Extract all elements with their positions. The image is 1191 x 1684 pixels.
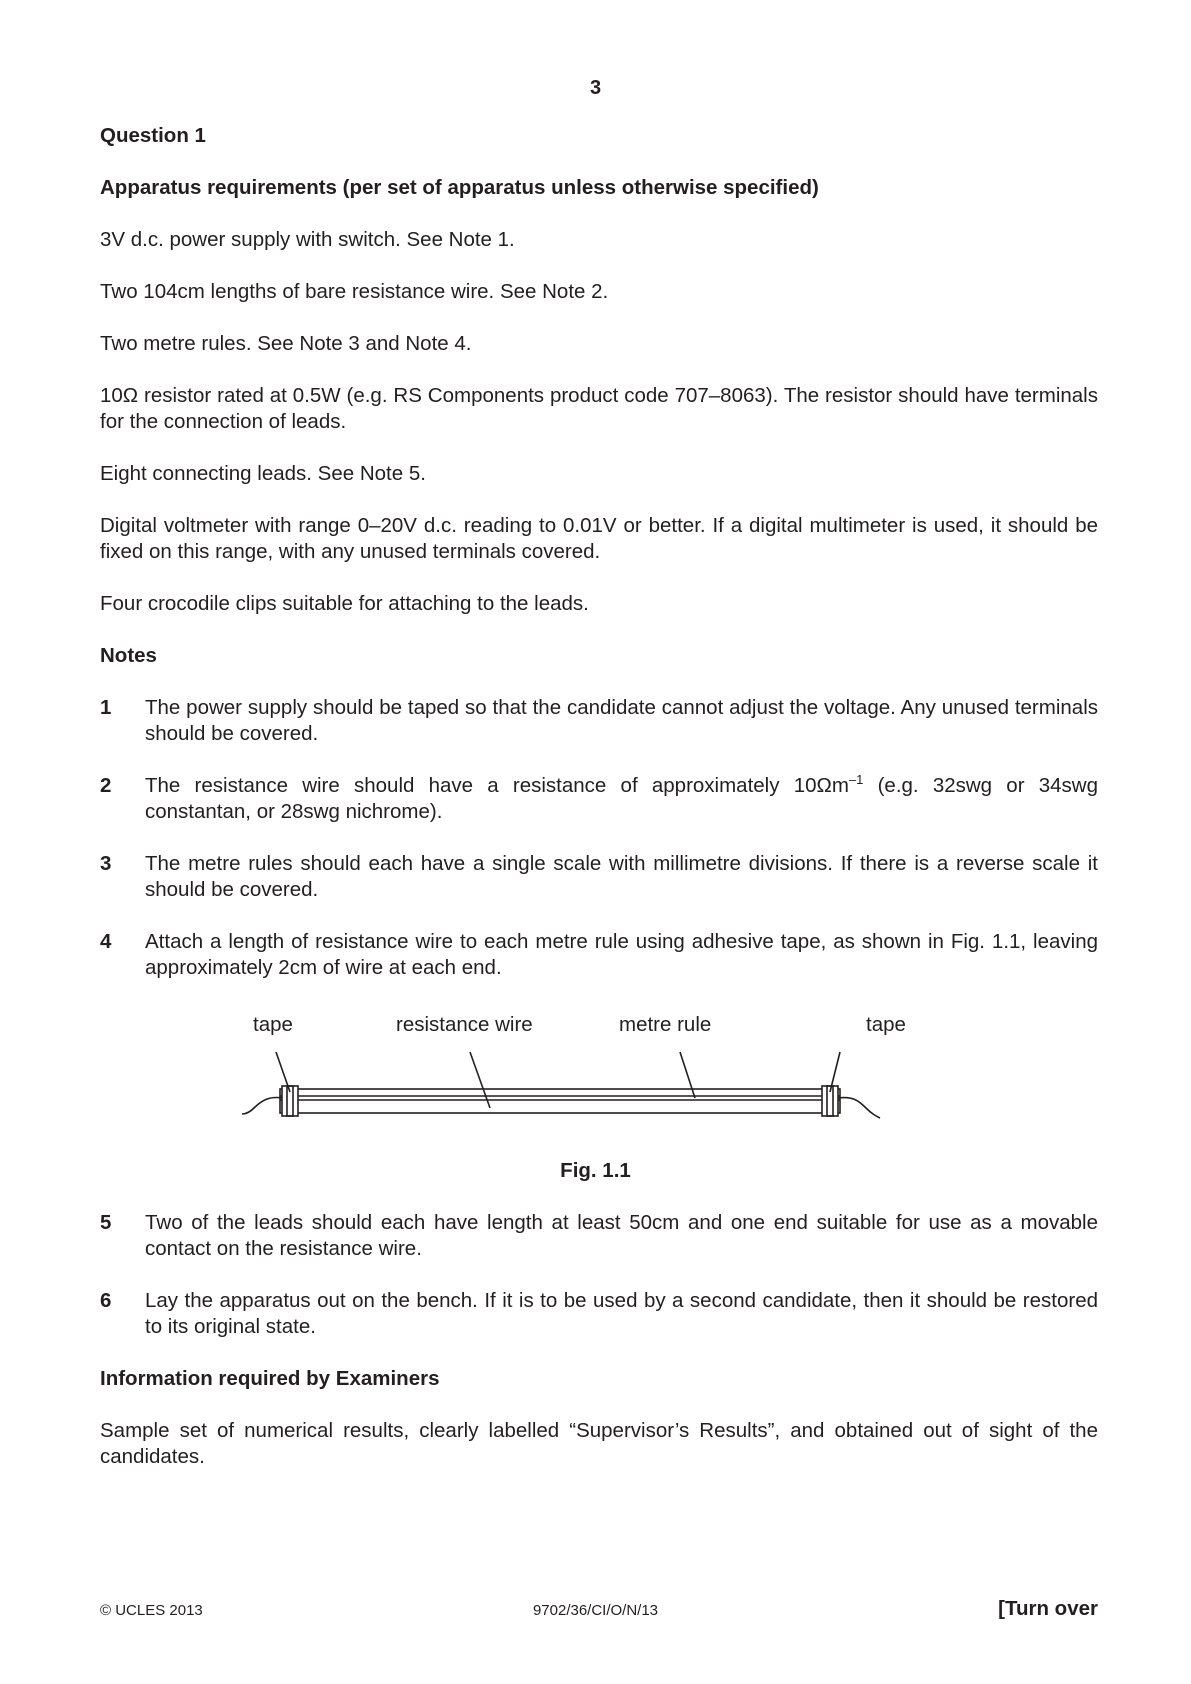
note-number: 3 (100, 852, 112, 875)
note-number: 4 (100, 930, 112, 953)
apparatus-item: Two metre rules. See Note 3 and Note 4. (100, 332, 472, 355)
note-text: The power supply should be taped so that the candidate cannot adjust the voltage. Any unused terminals should be covered. (145, 696, 1098, 745)
apparatus-item: 10Ω resistor rated at 0.5W (e.g. RS Components product code 707–8063). The resistor should have terminals for the connection of leads. (100, 384, 1098, 433)
fig-label-metre-rule: metre rule (619, 1013, 712, 1036)
note-text-part: (e.g. 32swg or 34swg constantan, or 28swg nichrome). (145, 774, 1099, 823)
apparatus-item: 3V d.c. power supply with switch. See Note 1. (100, 228, 515, 251)
apparatus-item: Eight connecting leads. See Note 5. (100, 462, 426, 485)
notes-heading: Notes (100, 644, 157, 667)
note-text: Two of the leads should each have length at least 50cm and one end suitable for use as a movable contact on the resistance wire. (145, 1211, 1098, 1260)
fig-label-resistance-wire: resistance wire (396, 1013, 533, 1036)
note-text: The metre rules should each have a single scale with millimetre divisions. If there is a reverse scale it should be covered. (145, 852, 1098, 901)
turn-over: [Turn over (998, 1597, 1098, 1620)
fig-label-tape-right: tape (866, 1013, 906, 1036)
footer-copyright: © UCLES 2013 (100, 1602, 203, 1619)
note-text-superscript: –1 (848, 772, 864, 788)
note-number: 6 (100, 1289, 112, 1312)
note-number: 1 (100, 696, 112, 719)
apparatus-item: Digital voltmeter with range 0–20V d.c. reading to 0.01V or better. If a digital multimeter is used, it should be fixed on this range, with any unused terminals covered. (100, 514, 1098, 563)
note-number: 2 (100, 774, 112, 797)
figure-caption: Fig. 1.1 (560, 1159, 631, 1182)
fig-label-tape-left: tape (253, 1013, 293, 1036)
apparatus-heading: Apparatus requirements (per set of apparatus unless otherwise specified) (100, 176, 819, 199)
note-text-part: The resistance wire should have a resistance of approximately 10Ωm (145, 774, 849, 797)
question-title: Question 1 (100, 124, 206, 147)
apparatus-item: Four crocodile clips suitable for attaching to the leads. (100, 592, 589, 615)
apparatus-item: Two 104cm lengths of bare resistance wire. See Note 2. (100, 280, 609, 303)
metre-rule-shape (280, 1089, 840, 1113)
info-heading: Information required by Examiners (100, 1367, 440, 1390)
note-text: Attach a length of resistance wire to each metre rule using adhesive tape, as shown in Fig. 1.1, leaving approximately 2cm of wire at each end. (145, 930, 1098, 979)
note-text (145, 773, 1098, 825)
info-text: Sample set of numerical results, clearly labelled “Supervisor’s Results”, and obtained out of sight of the candidates. (100, 1419, 1098, 1468)
note-text: Lay the apparatus out on the bench. If it is to be used by a second candidate, then it should be restored to its original state. (145, 1289, 1098, 1338)
figure-1-1-diagram (240, 1040, 960, 1130)
footer-code: 9702/36/CI/O/N/13 (532, 1602, 659, 1619)
page-number: 3 (589, 77, 602, 99)
note-number: 5 (100, 1211, 112, 1234)
